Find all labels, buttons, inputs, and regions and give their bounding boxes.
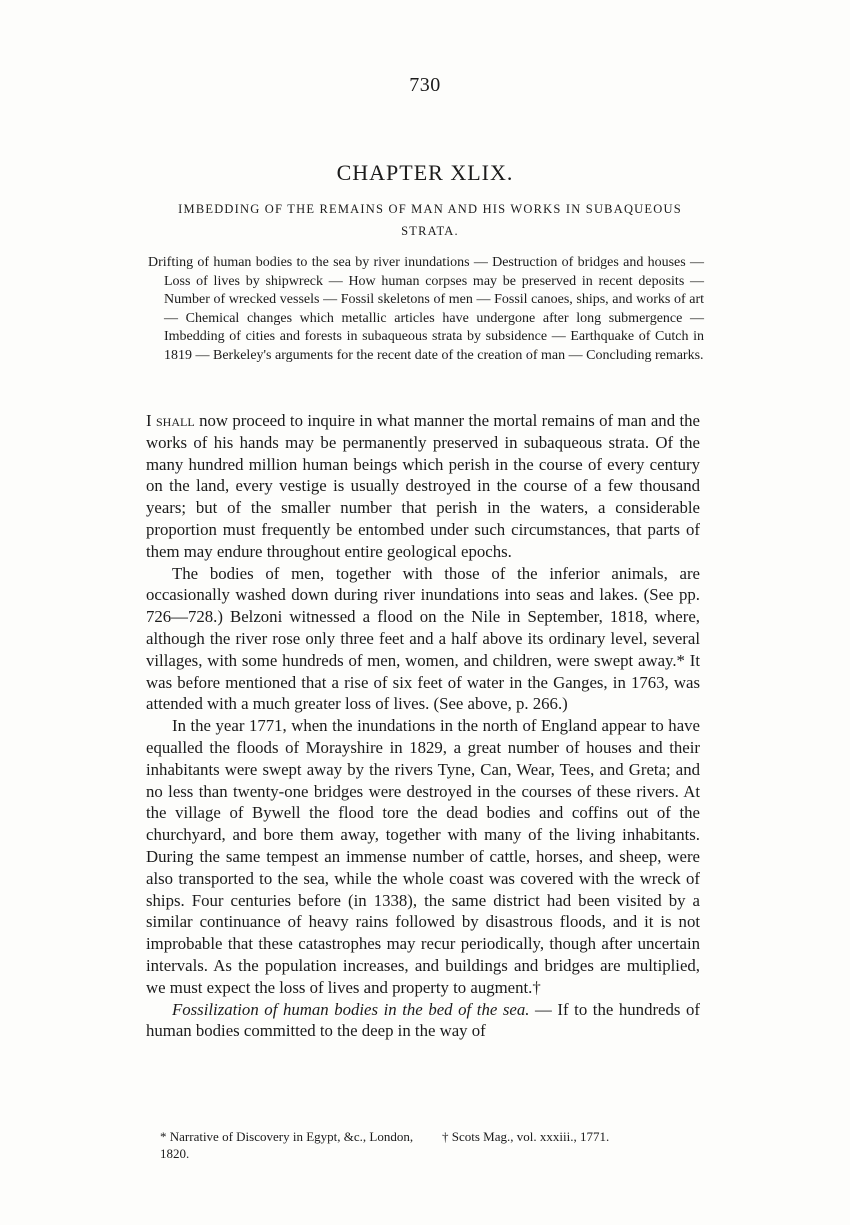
- paragraph-2: The bodies of men, together with those of the inferior animals, are occasionally washed down during river inundations into seas and lakes. (See pp. 726—728.) Belzoni witnessed a flood on the Nile in September, 1818, where, although the river rose only three feet and a half above its ordinary level, several villages, with some hundreds of men, women, and children, were swept away.* It was before mentioned that a rise of six feet of water in the Ganges, in 1763, was attended with a much greater loss of lives. (See above, p. 266.): [146, 563, 700, 714]
- summary-text: Drifting of human bodies to the sea by river inundations — Destruction of bridges and houses — Loss of lives by shipwreck — How human corpses may be preserved in recent deposits — Number of wrecked vessels — Fossil skeletons of men — Fossil canoes, ships, and works of art — Chemical changes which metallic articles have undergone after long submergence — Imbedding of cities and forests in subaqueous strata by subsidence — Earthquake of Cutch in 1819 — Berkeley's arguments for the recent date of the creation of man — Concluding remarks.: [148, 255, 704, 363]
- paragraph-1-rest: now proceed to inquire in what manner the mortal remains of man and the works of his hands may be permanently preserved in subaqueous strata. Of the many hundred million human beings which perish in the course of every century on the land, every vestige is usually destroyed in the course of a few thousand years; but of the smaller number that perish in the waters, a considerable proportion must frequently be entombed under such circumstances, that parts of them may endure throughout entire geological epochs.: [146, 411, 700, 561]
- body-text: [146, 410, 700, 1042]
- chapter-title: CHAPTER XLIX.: [336, 160, 514, 185]
- paragraph-1-lead: I shall: [146, 411, 195, 430]
- paragraph-4: [146, 999, 700, 1043]
- footnote-left: * Narrative of Discovery in Egypt, &c., London, 1820.: [160, 1129, 414, 1161]
- footnote-right: † Scots Mag., vol. xxxiii., 1771.: [442, 1129, 610, 1144]
- paragraph-3: In the year 1771, when the inundations in the north of England appear to have equalled the floods of Morayshire in 1829, a great number of houses and their inhabitants were swept away by the rivers Tyne, Can, Wear, Tees, and Greta; and no less than twenty-one bridges were destroyed in the courses of these rivers. At the village of Bywell the flood tore the dead bodies and coffins out of the churchyard, and bore them away, together with many of the living inhabitants. During the same tempest an immense number of cattle, horses, and sheep, were also transported to the sea, while the whole coast was covered with the wreck of ships. Four centuries before (in 1338), the same district had been visited by a similar continuance of heavy rains followed by disastrous floods, and it is not improbable that these catastrophes may recur periodically, though after uncertain intervals. As the population increases, and buildings and bridges are multiplied, we must expect the loss of lives and property to augment.†: [146, 716, 700, 997]
- chapter-subtitle: IMBEDDING OF THE REMAINS OF MAN AND HIS WORKS IN SUBAQUEOUS STRATA.: [178, 202, 682, 238]
- paragraph-4-heading: Fossilization of human bodies in the bed of the sea.: [172, 999, 530, 1019]
- chapter-summary: [148, 254, 704, 365]
- paragraph-1: [146, 410, 700, 563]
- page-number: 730: [409, 74, 441, 96]
- paragraph-4-rest: — If to the hundreds of human bodies committed to the deep in the way of: [146, 999, 700, 1041]
